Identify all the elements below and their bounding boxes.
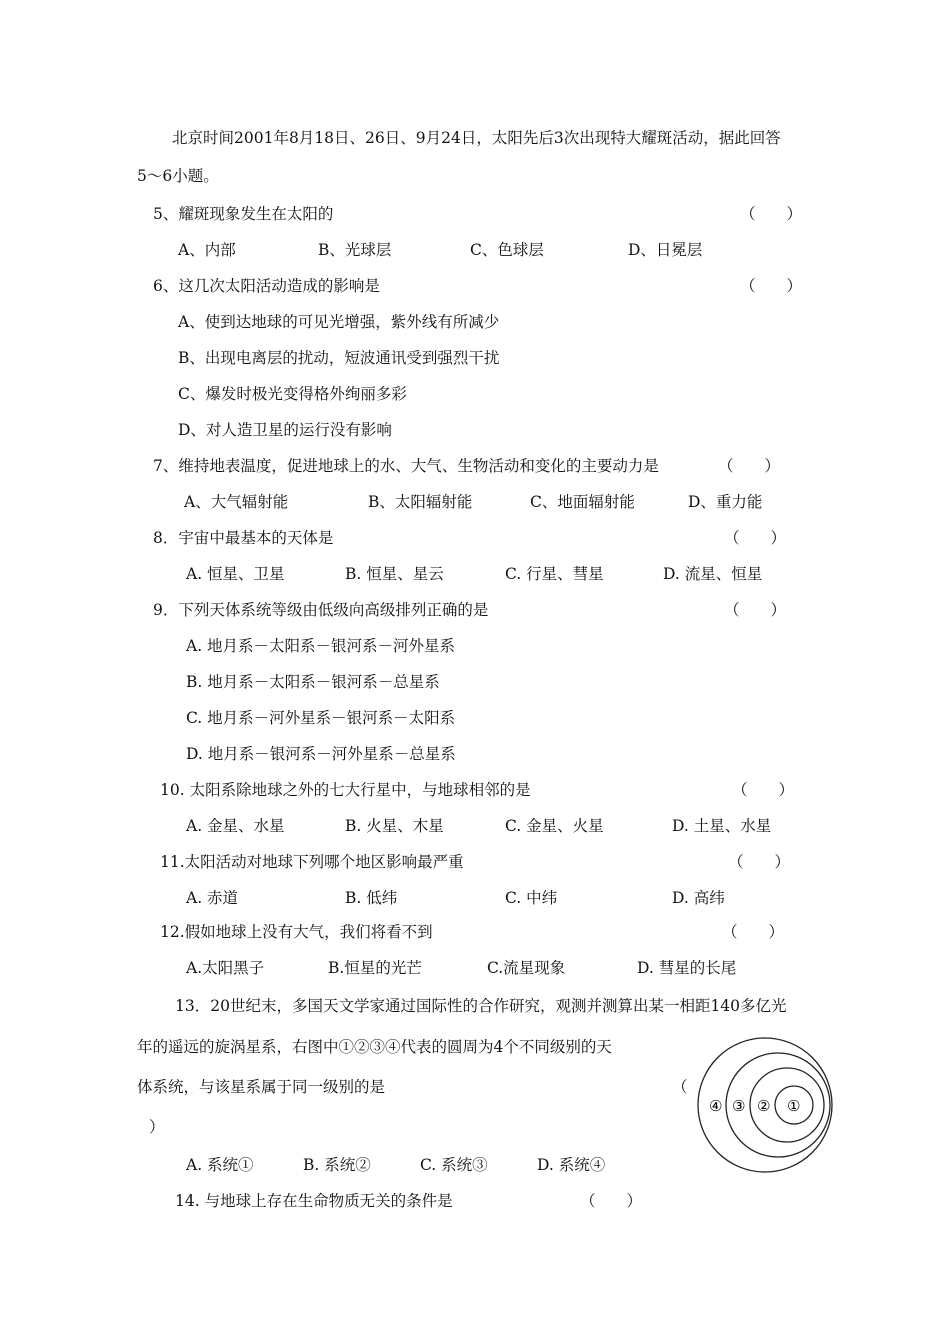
question-11-option-a[interactable]: A. 赤道 [186, 889, 239, 907]
question-9-option-d[interactable]: D. 地月系－银河系－河外星系－总星系 [186, 745, 456, 763]
question-10-option-d[interactable]: D. 土星、水星 [672, 817, 772, 835]
question-5-option-c[interactable]: C、色球层 [470, 241, 544, 259]
question-10-option-a[interactable]: A. 金星、水星 [186, 817, 285, 835]
question-7-option-a[interactable]: A、大气辐射能 [184, 493, 289, 511]
question-13-close-paren[interactable]: ） [149, 1118, 165, 1136]
question-6-stem: 6、这几次太阳活动造成的影响是 [153, 277, 380, 295]
question-8-option-b[interactable]: B. 恒星、星云 [345, 565, 444, 583]
question-5-option-b[interactable]: B、光球层 [318, 241, 392, 259]
question-6-option-b[interactable]: B、出现电离层的扰动，短波通讯受到强烈干扰 [178, 349, 500, 367]
question-13-option-d[interactable]: D. 系统④ [537, 1156, 606, 1174]
question-12-option-d[interactable]: D. 彗星的长尾 [637, 959, 737, 977]
intro-line-1: 北京时间2001年8月18日、26日、9月24日，太阳先后3次出现特大耀斑活动，据此回答 [172, 129, 781, 147]
celestial-systems-figure [690, 1030, 840, 1180]
question-10-option-b[interactable]: B. 火星、木星 [345, 817, 444, 835]
system-1-label: ① [787, 1097, 801, 1115]
question-13-line-2: 年的遥远的旋涡星系，右图中①②③④代表的圆周为4个不同级别的天 [137, 1038, 612, 1056]
question-8-stem: 8．宇宙中最基本的天体是 [153, 529, 334, 547]
question-6-bracket[interactable]: （ ） [740, 277, 803, 295]
question-13-line-1: 13．20世纪末，多国天文学家通过国际性的合作研究，观测并测算出某一相距140多亿光 [175, 997, 787, 1015]
question-11-option-b[interactable]: B. 低纬 [345, 889, 398, 907]
question-10-bracket[interactable]: （ ） [732, 781, 795, 799]
question-8-option-a[interactable]: A. 恒星、卫星 [186, 565, 285, 583]
question-7-stem: 7、维持地表温度，促进地球上的水、大气、生物活动和变化的主要动力是 [153, 457, 659, 475]
question-14-bracket[interactable]: （ ） [580, 1192, 643, 1210]
question-12-bracket[interactable]: （ ） [722, 923, 785, 941]
question-9-option-c[interactable]: C. 地月系－河外星系－银河系－太阳系 [186, 709, 456, 727]
question-7-option-c[interactable]: C、地面辐射能 [530, 493, 635, 511]
question-13-option-c[interactable]: C. 系统③ [420, 1156, 488, 1174]
question-7-bracket[interactable]: （ ） [718, 457, 781, 475]
system-3-label: ③ [732, 1097, 746, 1115]
question-11-option-c[interactable]: C. 中纬 [505, 889, 558, 907]
question-6-option-d[interactable]: D、对人造卫星的运行没有影响 [178, 421, 392, 439]
question-14-stem: 14. 与地球上存在生命物质无关的条件是 [175, 1192, 453, 1210]
question-5-option-d[interactable]: D、日冕层 [628, 241, 703, 259]
question-11-stem: 11.太阳活动对地球下列哪个地区影响最严重 [160, 853, 464, 871]
question-12-stem: 12.假如地球上没有大气，我们将看不到 [160, 923, 433, 941]
question-6-option-a[interactable]: A、使到达地球的可见光增强，紫外线有所减少 [178, 313, 500, 331]
question-12-option-c[interactable]: C.流星现象 [487, 959, 566, 977]
system-4-label: ④ [709, 1097, 723, 1115]
question-9-stem: 9．下列天体系统等级由低级向高级排列正确的是 [153, 601, 489, 619]
question-11-bracket[interactable]: （ ） [728, 853, 791, 871]
question-9-bracket[interactable]: （ ） [724, 601, 787, 619]
question-5-bracket[interactable]: （ ） [740, 205, 803, 223]
system-2-label: ② [757, 1097, 771, 1115]
question-8-bracket[interactable]: （ ） [724, 529, 787, 547]
intro-line-2: 5～6小题。 [137, 167, 219, 185]
question-5-stem: 5、耀斑现象发生在太阳的 [153, 205, 334, 223]
question-9-option-b[interactable]: B. 地月系－太阳系－银河系－总星系 [186, 673, 440, 691]
question-10-option-c[interactable]: C. 金星、火星 [505, 817, 604, 835]
question-13-open-paren[interactable]: （ [672, 1078, 688, 1096]
question-7-option-b[interactable]: B、太阳辐射能 [368, 493, 473, 511]
question-12-option-a[interactable]: A.太阳黑子 [186, 959, 265, 977]
question-13-option-b[interactable]: B. 系统② [303, 1156, 371, 1174]
question-5-option-a[interactable]: A、内部 [178, 241, 236, 259]
question-10-stem: 10. 太阳系除地球之外的七大行星中，与地球相邻的是 [160, 781, 531, 799]
question-7-option-d[interactable]: D、重力能 [688, 493, 763, 511]
question-11-option-d[interactable]: D. 高纬 [672, 889, 725, 907]
question-13-line-3: 体系统，与该星系属于同一级别的是 [137, 1078, 386, 1096]
question-8-option-d[interactable]: D. 流星、恒星 [663, 565, 763, 583]
question-6-option-c[interactable]: C、爆发时极光变得格外绚丽多彩 [178, 385, 407, 403]
question-13-option-a[interactable]: A. 系统① [186, 1156, 254, 1174]
question-9-option-a[interactable]: A. 地月系－太阳系－银河系－河外星系 [186, 637, 456, 655]
question-12-option-b[interactable]: B.恒星的光芒 [328, 959, 422, 977]
question-8-option-c[interactable]: C. 行星、彗星 [505, 565, 604, 583]
